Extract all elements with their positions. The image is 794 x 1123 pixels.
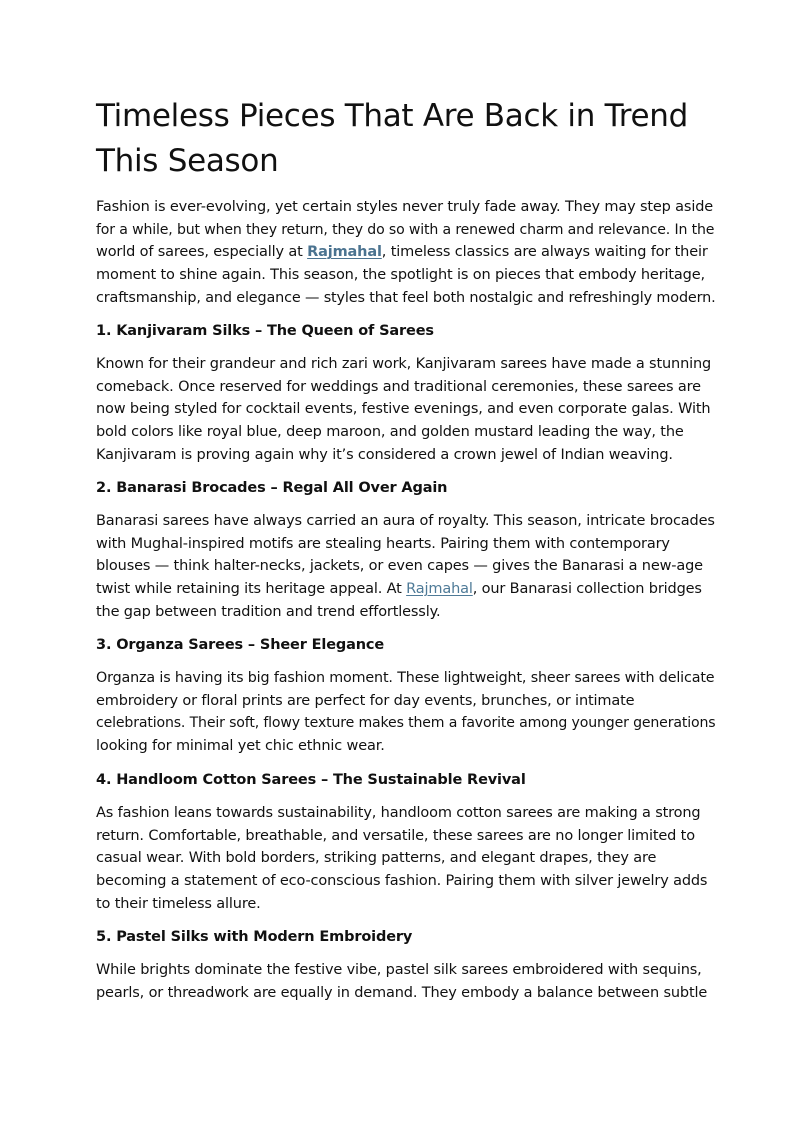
paragraph-line: the gap between tradition and trend effortlessly. (96, 603, 441, 620)
paragraph-line: with Mughal-inspired motifs are stealing hearts. Pairing them with contemporary (96, 535, 670, 552)
paragraph-line: blouses — think halter-necks, jackets, or even capes — gives the Banarasi a new-age (96, 558, 703, 575)
paragraph-line: Known for their grandeur and rich zari work, Kanjivaram sarees have made a stunning (96, 356, 712, 372)
paragraph-line: embroidery or floral prints are perfect for day events, brunches, or intimate (96, 692, 635, 709)
paragraph-line: pearls, or threadwork are equally in demand. They embody a balance between subtle (96, 984, 708, 1001)
paragraph-line: moment to shine again. This season, the spotlight is on pieces that embody heritage, (96, 267, 705, 284)
paragraph-line: celebrations. Their soft, flowy texture makes them a favorite among younger generations (96, 715, 716, 732)
rajmahal-link[interactable]: Rajmahal (406, 581, 473, 598)
paragraph-line: While brights dominate the festive vibe, pastel silk sarees embroidered with sequins, (96, 962, 702, 978)
paragraph-line: Banarasi sarees have always carried an aura of royalty. This season, intricate brocades (96, 513, 715, 529)
text-run: twist while retaining its heritage appeal. At (96, 581, 407, 598)
section-paragraph (96, 353, 716, 467)
paragraph-line: Fashion is ever-evolving, yet certain styles never truly fade away. They may step aside (96, 199, 714, 215)
section-paragraph (96, 802, 716, 916)
page-title: Timeless Pieces That Are Back in Trend This Season (96, 98, 688, 179)
paragraph-line: As fashion leans towards sustainability, handloom cotton sarees are making a strong (96, 805, 701, 821)
rajmahal-link[interactable]: Rajmahal (307, 244, 382, 261)
intro-paragraph (96, 196, 716, 310)
section-paragraph (96, 510, 716, 624)
paragraph-line: to their timeless allure. (96, 895, 261, 912)
text-run: , timeless classics are always waiting for their (381, 244, 708, 261)
section-paragraph (96, 667, 716, 758)
paragraph-line: casual wear. With bold borders, striking patterns, and elegant drapes, they are (96, 850, 657, 867)
paragraph-line: for a while, but when they return, they do so with a renewed charm and relevance. In the (96, 221, 715, 238)
paragraph-line: Kanjivaram is proving again why it’s considered a crown jewel of Indian weaving. (96, 446, 673, 463)
paragraph-line (96, 241, 716, 264)
paragraph-line: now being styled for cocktail events, festive evenings, and even corporate galas. With (96, 401, 711, 418)
paragraph-line: comeback. Once reserved for weddings and traditional ceremonies, these sarees are (96, 378, 701, 395)
text-run: , our Banarasi collection bridges (472, 581, 702, 598)
paragraph-line: bold colors like royal blue, deep maroon, and golden mustard leading the way, the (96, 424, 684, 441)
section-heading: 4. Handloom Cotton Sarees – The Sustainable Revival (96, 772, 526, 788)
section-paragraph (96, 959, 716, 1004)
section-heading: 2. Banarasi Brocades – Regal All Over Again (96, 480, 448, 496)
section-heading: 3. Organza Sarees – Sheer Elegance (96, 637, 385, 653)
text-run: world of sarees, especially at (96, 244, 308, 261)
paragraph-line: craftsmanship, and elegance — styles that feel both nostalgic and refreshingly modern. (96, 289, 716, 306)
section-heading: 1. Kanjivaram Silks – The Queen of Sarees (96, 323, 434, 339)
paragraph-line: return. Comfortable, breathable, and versatile, these sarees are no longer limited to (96, 827, 695, 844)
section-heading: 5. Pastel Silks with Modern Embroidery (96, 929, 413, 945)
paragraph-line: becoming a statement of eco-conscious fashion. Pairing them with silver jewelry adds (96, 873, 708, 890)
paragraph-line: looking for minimal yet chic ethnic wear. (96, 738, 385, 755)
paragraph-line: Organza is having its big fashion moment. These lightweight, sheer sarees with delicate (96, 670, 715, 686)
paragraph-line (96, 578, 716, 601)
